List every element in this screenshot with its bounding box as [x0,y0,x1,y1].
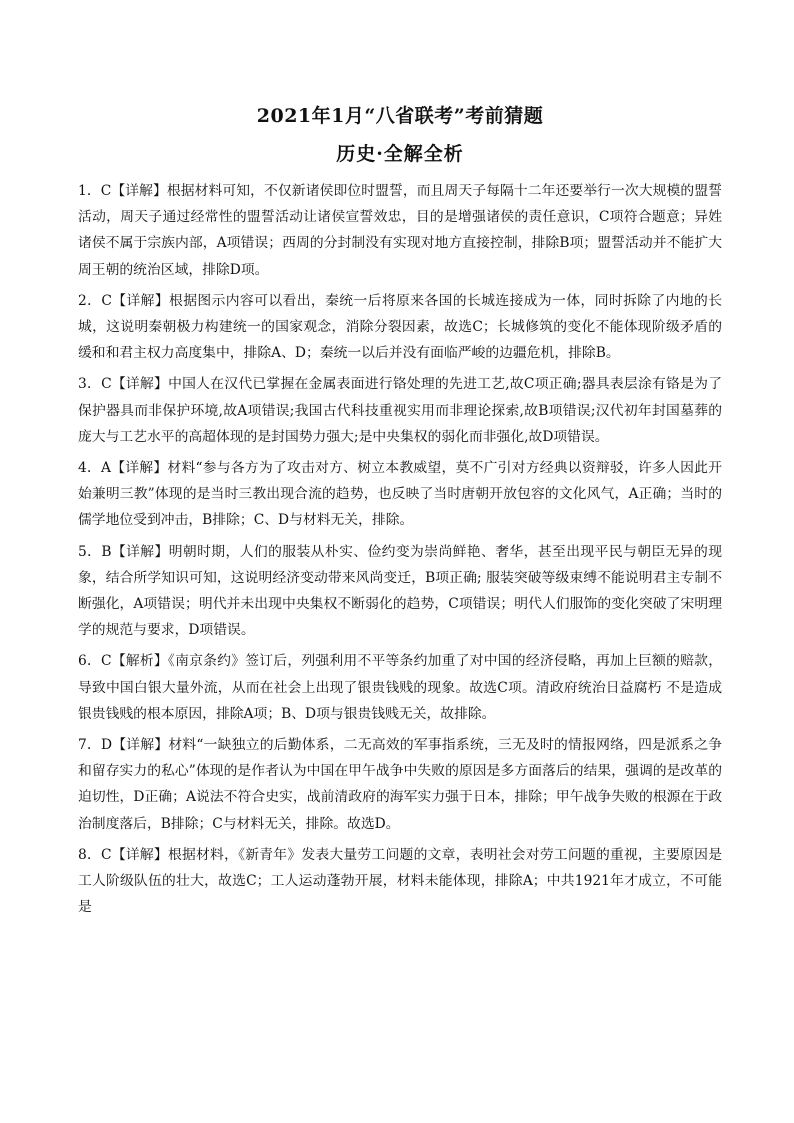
answer-item-5: 5．B【详解】明朝时期，人们的服装从朴实、俭约变为崇尚鲜艳、奢华，甚至出现平民与朝臣无异的现象，结合所学知识可知，这说明经济变动带来风尚变迁，B项正确; 服装突破等级束缚不能说明君主专制不断强化，A项错误；明代并未出现中央集权不断弱化的趋势，C项错误；明代人们服饰的变化突破了宋明理学的规范与要求，D项错误。 [78,543,722,639]
answer-item-3: 3．C【详解】中国人在汉代已掌握在金属表面进行铬处理的先进工艺,故C项正确;器具表层涂有铬是为了保护器具而非保护环境,故A项错误;我国古代科技重视实用而非理论探索,故B项错误;汉代初年封国墓葬的庞大与工艺水平的高超体现的是封国势力强大;是中央集权的弱化而非强化,故D项错误。 [78,376,722,445]
page-subtitle: 历史·全解全析 [336,143,464,165]
answer-item-7: 7．D【详解】材料“一缺独立的后勤体系，二无高效的军事指系统，三无及时的情报网络，四是派系之争和留存实力的私心”体现的是作者认为中国在甲午战争中失败的原因是多方面落后的结果，强调的是改革的迫切性，D正确；A说法不符合史实，战前清政府的海军实力强于日本，排除；甲午战争失败的根源在于政治制度落后，B排除；C与材料无关，排除。故选D。 [78,737,722,832]
answer-item-1: 1．C【详解】根据材料可知，不仅新诸侯即位时盟誓，而且周天子每隔十二年还要举行一次大规模的盟誓活动，周天子通过经常性的盟誓活动让诸侯宣誓效忠，目的是增强诸侯的责任意识，C项符合题意；异姓诸侯不属于宗族内部，A项错误；西周的分封制没有实现对地方直接控制，排除B项；盟誓活动并不能扩大周王朝的统治区域，排除D项。 [78,183,722,278]
answer-item-2: 2．C【详解】根据图示内容可以看出，秦统一后将原来各国的长城连接成为一体，同时拆除了内地的长城，这说明秦朝极力构建统一的国家观念，消除分裂因素，故选C；长城修筑的变化不能体现阶级矛盾的缓和和君主权力高度集中，排除A、D；秦统一以后并没有面临严峻的边疆危机，排除B。 [78,292,722,362]
page-title: 2021年1月“八省联考”考前猜题 [256,105,544,127]
answer-item-4: 4．A【详解】材料“参与各方为了攻击对方、树立本教威望，莫不广引对方经典以资辩驳，许多人因此开始兼明三教”体现的是当时三教出现合流的趋势，也反映了当时唐朝开放包容的文化风气，A正确；当时的儒学地位受到冲击，B排除；C、D与材料无关，排除。 [78,460,722,529]
answer-item-8: 8．C【详解】根据材料，《新青年》发表大量劳工问题的文章，表明社会对劳工问题的重视，主要原因是工人阶级队伍的壮大，故选C；工人运动蓬勃开展，材料未能体现，排除A；中共1921年才成立，不可能是 [78,846,722,916]
answer-item-6: 6．C【解析】《南京条约》签订后，列强利用不平等条约加重了对中国的经济侵略，再加上巨额的赔款，导致中国白银大量外流，从而在社会上出现了银贵钱贱的现象。故选C项。清政府统治日益腐朽 不是造成银贵钱贱的根本原因，排除A项；B、D项与银贵钱贱无关，故排除。 [78,653,722,722]
